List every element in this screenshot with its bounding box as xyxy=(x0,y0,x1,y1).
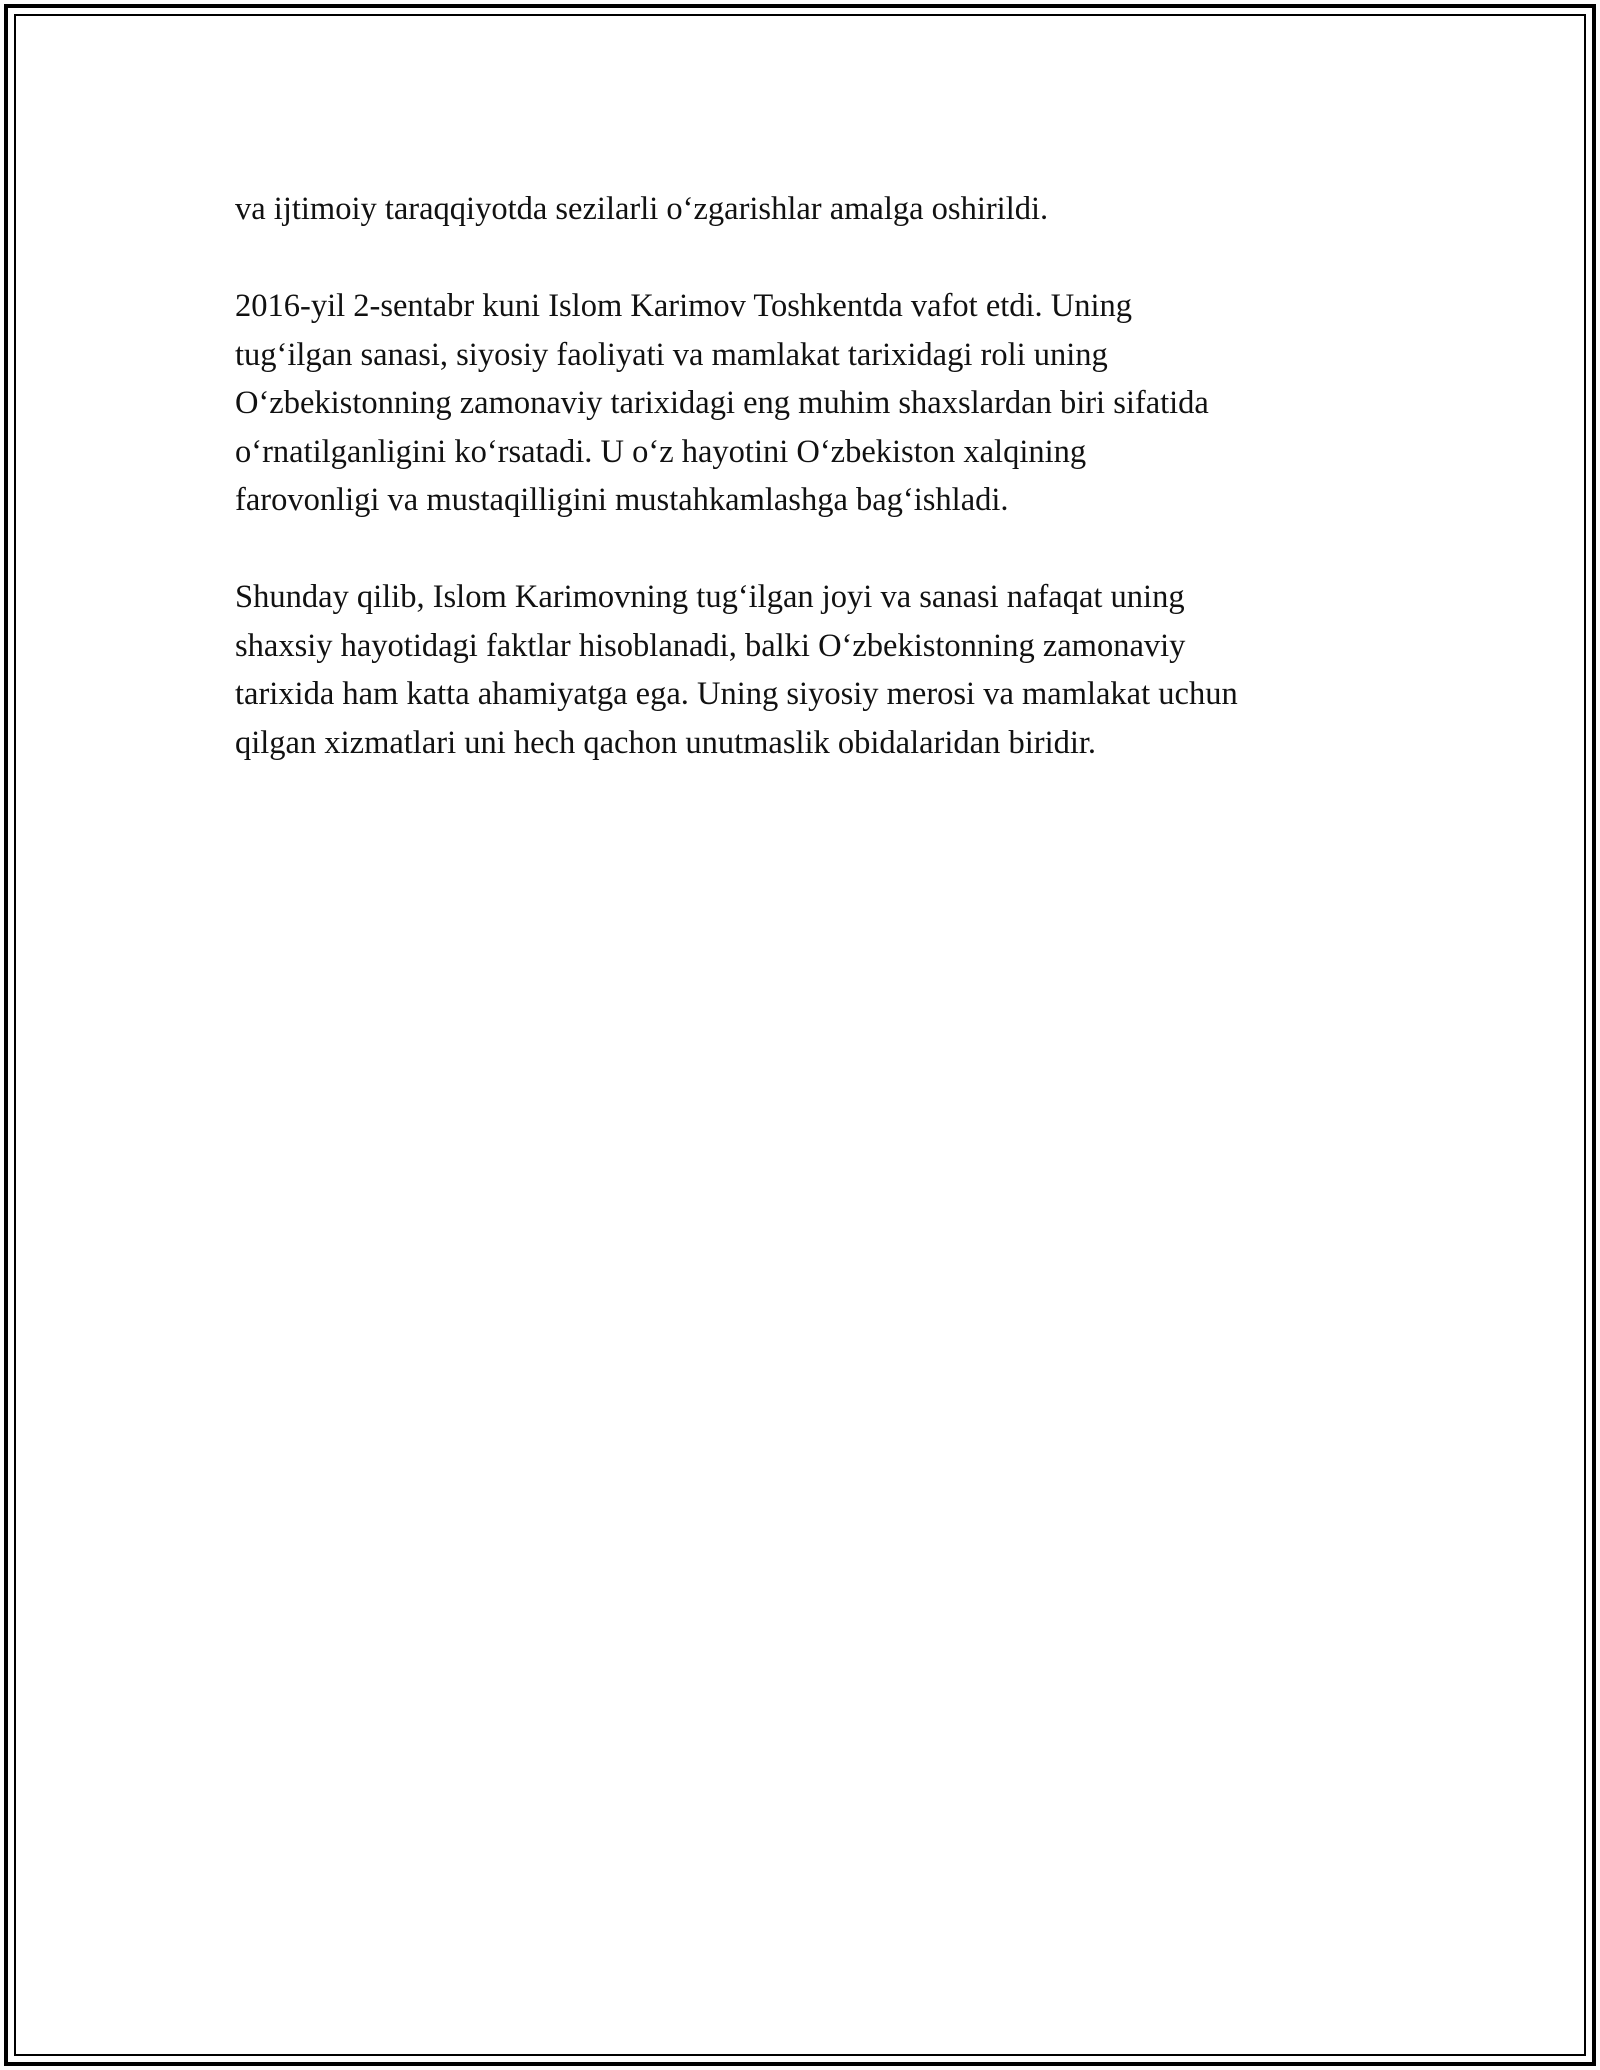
paragraph-3 xyxy=(235,573,1395,767)
text-line: Shunday qilib, Islom Karimovning tug‘ilgan joyi va sanasi nafaqat uning xyxy=(235,579,1185,615)
paragraph-2 xyxy=(235,282,1395,525)
text-line: 2016-yil 2-sentabr kuni Islom Karimov Toshkentda vafot etdi. Uning xyxy=(235,288,1133,324)
text-line: o‘rnatilganligini ko‘rsatadi. U o‘z hayotini O‘zbekiston xalqining xyxy=(235,433,1087,470)
text-line: tarixida ham katta ahamiyatga ega. Uning siyosiy merosi va mamlakat uchun xyxy=(235,676,1238,712)
text-line: va ijtimoiy taraqqiyotda sezilarli o‘zgarishlar amalga oshirildi. xyxy=(235,191,1049,227)
text-line: O‘zbekistonning zamonaviy tarixidagi eng muhim shaxslardan biri sifatida xyxy=(235,385,1209,421)
text-line: tug‘ilgan sanasi, siyosiy faoliyati va mamlakat tarixidagi roli uning xyxy=(235,336,1108,373)
document-body xyxy=(235,185,1395,816)
paragraph-1 xyxy=(235,185,1395,234)
text-line: qilgan xizmatlari uni hech qachon unutmaslik obidalaridan biridir. xyxy=(235,724,1097,761)
text-line: shaxsiy hayotidagi faktlar hisoblanadi, balki O‘zbekistonning zamonaviy xyxy=(235,627,1186,664)
text-line: farovonligi va mustaqilligini mustahkamlashga bag‘ishladi. xyxy=(235,482,1009,518)
